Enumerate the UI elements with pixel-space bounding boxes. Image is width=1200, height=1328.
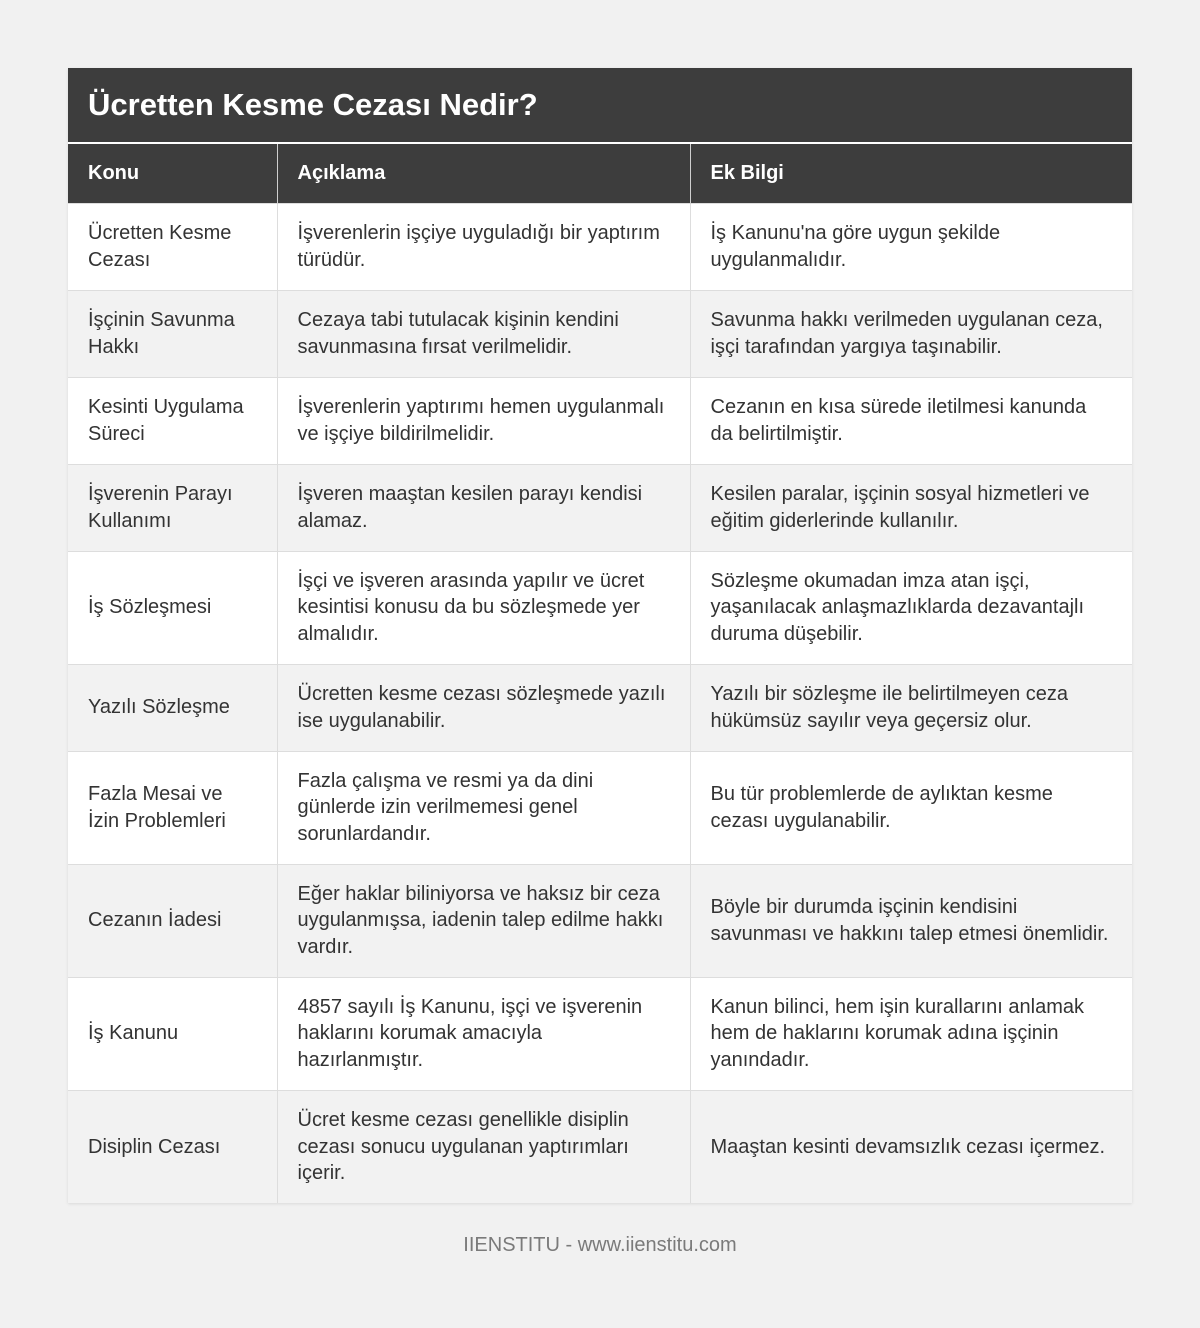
cell-konu: Fazla Mesai ve İzin Problemleri (68, 751, 277, 864)
cell-konu: Kesinti Uygulama Süreci (68, 377, 277, 464)
cell-aciklama: İşveren maaştan kesilen parayı kendisi alamaz. (277, 464, 690, 551)
cell-konu: Yazılı Sözleşme (68, 664, 277, 751)
cell-ek-bilgi: İş Kanunu'na göre uygun şekilde uygulanmalıdır. (690, 203, 1132, 290)
table-row (68, 751, 1132, 864)
cell-ek-bilgi: Kanun bilinci, hem işin kurallarını anlamak hem de haklarını korumak adına işçinin yanındadır. (690, 977, 1132, 1090)
table-header-row (68, 144, 1132, 203)
cell-konu: İş Sözleşmesi (68, 551, 277, 664)
table-row (68, 551, 1132, 664)
cell-ek-bilgi: Böyle bir durumda işçinin kendisini savunması ve hakkını talep etmesi önemlidir. (690, 864, 1132, 977)
cell-aciklama: İşverenlerin yaptırımı hemen uygulanmalı ve işçiye bildirilmelidir. (277, 377, 690, 464)
cell-ek-bilgi: Savunma hakkı verilmeden uygulanan ceza, işçi tarafından yargıya taşınabilir. (690, 290, 1132, 377)
cell-ek-bilgi: Maaştan kesinti devamsızlık cezası içermez. (690, 1090, 1132, 1203)
cell-ek-bilgi: Cezanın en kısa sürede iletilmesi kanunda da belirtilmiştir. (690, 377, 1132, 464)
table-row (68, 290, 1132, 377)
table-row (68, 664, 1132, 751)
column-header-ek-bilgi: Ek Bilgi (690, 144, 1132, 203)
footer-credit: IIENSTITU - www.iienstitu.com (463, 1234, 737, 1256)
cell-aciklama: 4857 sayılı İş Kanunu, işçi ve işverenin haklarını korumak amacıyla hazırlanmıştır. (277, 977, 690, 1090)
cell-konu: İşverenin Parayı Kullanımı (68, 464, 277, 551)
content-card (68, 68, 1132, 1203)
table-row (68, 977, 1132, 1090)
column-header-aciklama: Açıklama (277, 144, 690, 203)
cell-aciklama: Fazla çalışma ve resmi ya da dini günlerde izin verilmemesi genel sorunlardandır. (277, 751, 690, 864)
info-table (68, 144, 1132, 1203)
table-row (68, 1090, 1132, 1203)
cell-aciklama: Ücretten kesme cezası sözleşmede yazılı ise uygulanabilir. (277, 664, 690, 751)
cell-ek-bilgi: Sözleşme okumadan imza atan işçi, yaşanılacak anlaşmazlıklarda dezavantajlı duruma düşebilir. (690, 551, 1132, 664)
cell-ek-bilgi: Yazılı bir sözleşme ile belirtilmeyen ceza hükümsüz sayılır veya geçersiz olur. (690, 664, 1132, 751)
cell-konu: İşçinin Savunma Hakkı (68, 290, 277, 377)
table-row (68, 203, 1132, 290)
cell-konu: Ücretten Kesme Cezası (68, 203, 277, 290)
cell-aciklama: Cezaya tabi tutulacak kişinin kendini savunmasına fırsat verilmelidir. (277, 290, 690, 377)
cell-ek-bilgi: Kesilen paralar, işçinin sosyal hizmetleri ve eğitim giderlerinde kullanılır. (690, 464, 1132, 551)
cell-aciklama: İşverenlerin işçiye uyguladığı bir yaptırım türüdür. (277, 203, 690, 290)
table-row (68, 377, 1132, 464)
cell-ek-bilgi: Bu tür problemlerde de aylıktan kesme cezası uygulanabilir. (690, 751, 1132, 864)
cell-aciklama: Eğer haklar biliniyorsa ve haksız bir ceza uygulanmışsa, iadenin talep edilme hakkı vardır. (277, 864, 690, 977)
cell-aciklama: İşçi ve işveren arasında yapılır ve ücret kesintisi konusu da bu sözleşmede yer almalıdır. (277, 551, 690, 664)
cell-konu: Disiplin Cezası (68, 1090, 277, 1203)
table-row (68, 464, 1132, 551)
cell-konu: İş Kanunu (68, 977, 277, 1090)
cell-aciklama: Ücret kesme cezası genellikle disiplin cezası sonucu uygulanan yaptırımları içerir. (277, 1090, 690, 1203)
table-row (68, 864, 1132, 977)
column-header-konu: Konu (68, 144, 277, 203)
cell-konu: Cezanın İadesi (68, 864, 277, 977)
page-title: Ücretten Kesme Cezası Nedir? (68, 68, 1132, 144)
